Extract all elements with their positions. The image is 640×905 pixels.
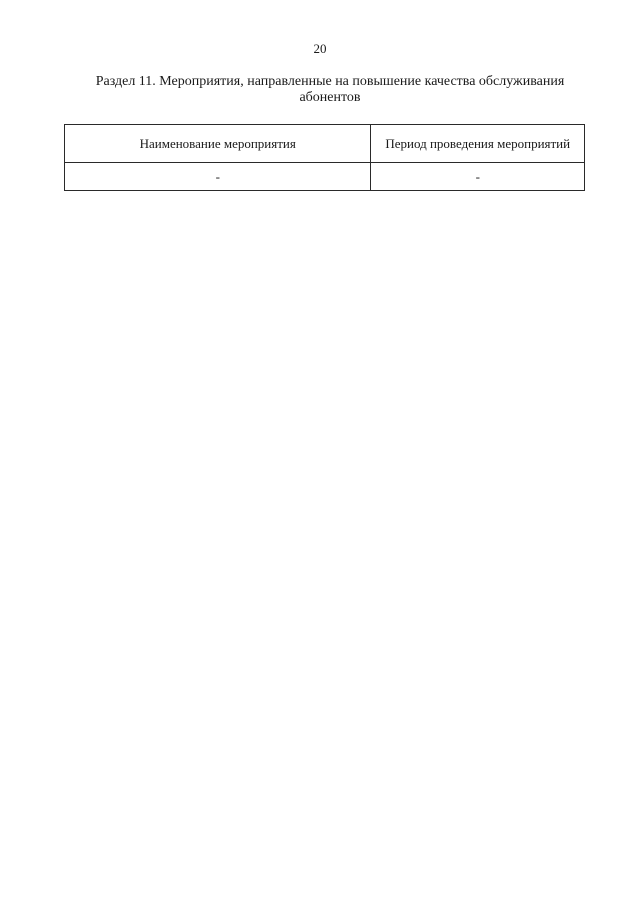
page-number: 20 (313, 41, 327, 56)
section-title: Раздел 11. Мероприятия, направленные на повышение качества обслуживания абонентов (95, 74, 565, 105)
cell-measure-name: - (65, 163, 371, 191)
header-measure-name: Наименование мероприятия (65, 125, 371, 163)
table-header-row (65, 125, 585, 163)
header-period: Период проведения мероприятий (371, 125, 585, 163)
cell-period: - (371, 163, 585, 191)
measures-table (64, 124, 585, 191)
table-row (65, 163, 585, 191)
